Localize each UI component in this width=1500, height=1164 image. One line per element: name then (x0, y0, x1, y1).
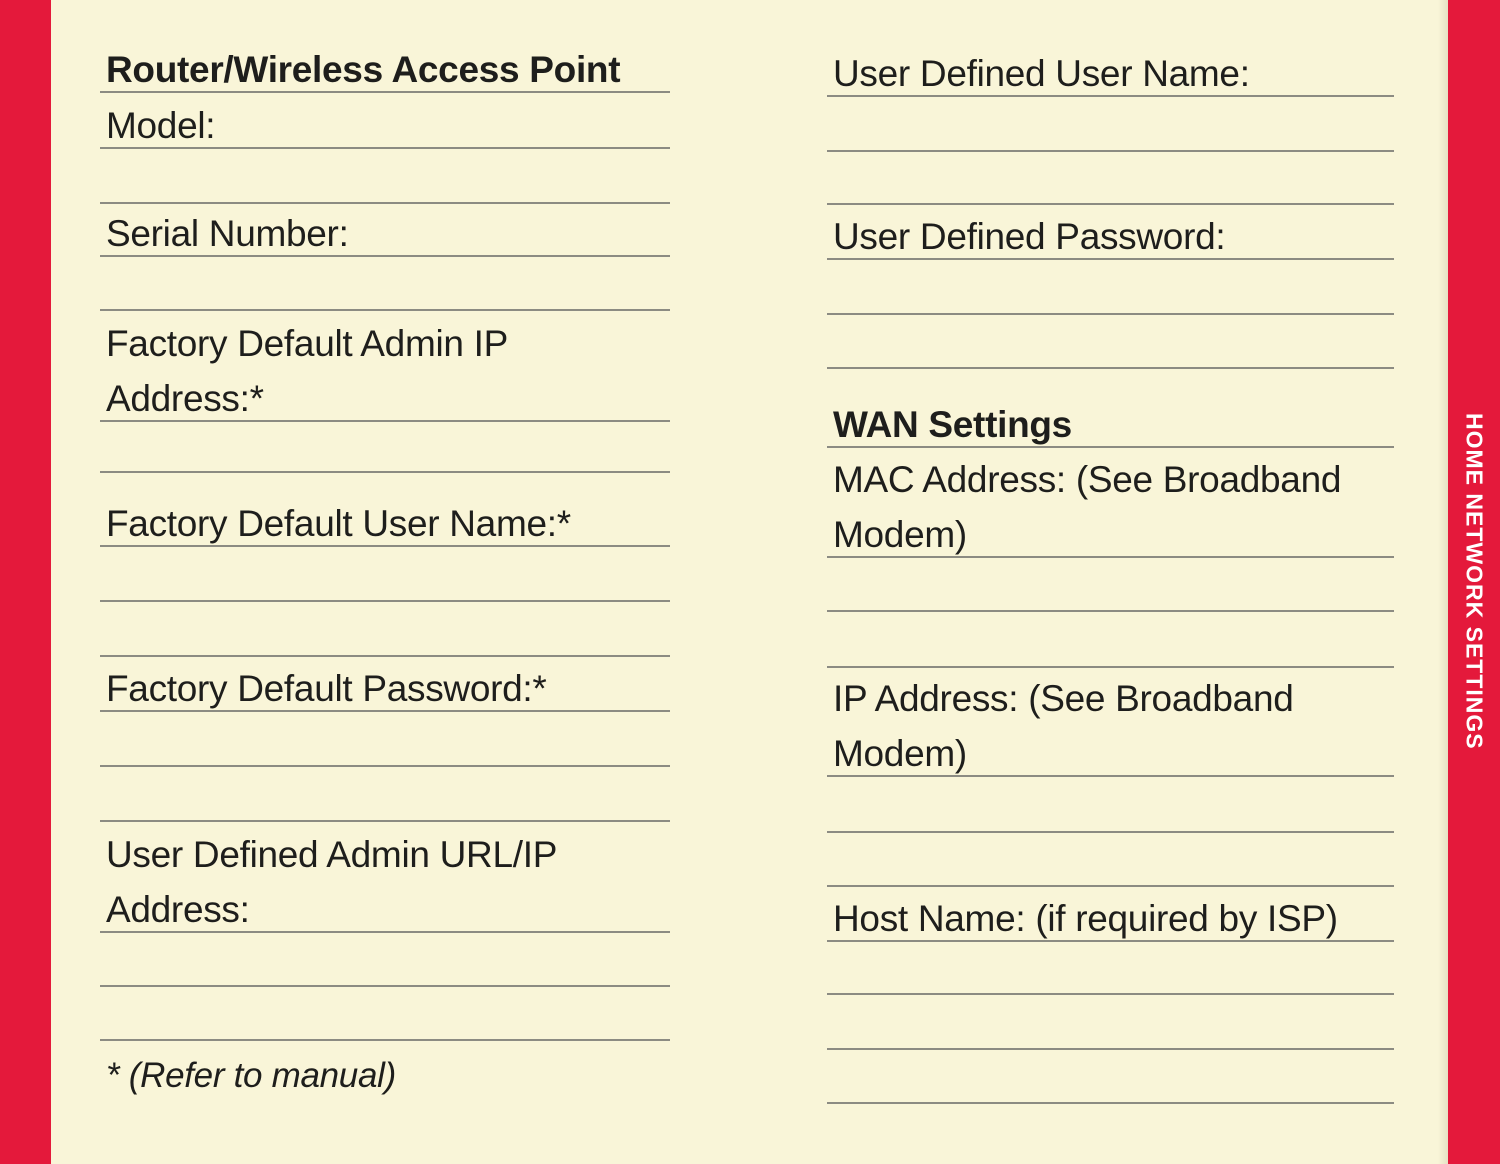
row-text (827, 891, 1394, 946)
row-text (827, 397, 1394, 452)
text-line: Factory Default User Name:* (106, 503, 571, 544)
field-label (100, 204, 670, 257)
row-text (827, 452, 1394, 562)
section-heading (827, 369, 1394, 448)
blank-write-in-line (100, 987, 670, 1041)
text-line: Address:* (106, 378, 264, 419)
field-label (827, 448, 1394, 558)
footnote (100, 1041, 670, 1116)
blank-write-in-line (827, 833, 1394, 887)
text-line: IP Address: (See Broadband (833, 678, 1294, 719)
text-line: Modem) (833, 733, 967, 774)
blank-write-in-line (100, 547, 670, 602)
blank-write-in-line (827, 942, 1394, 995)
text-line: * (Refer to manual) (106, 1056, 396, 1095)
field-label (100, 473, 670, 547)
blank-write-in-line (100, 767, 670, 822)
text-line: User Defined User Name: (833, 53, 1250, 94)
row-text (100, 1055, 670, 1097)
text-line: Serial Number: (106, 213, 349, 254)
blank-write-in-line (827, 558, 1394, 612)
row-text (100, 496, 670, 551)
field-label (827, 205, 1394, 260)
row-text (100, 827, 670, 937)
text-line: WAN Settings (833, 404, 1072, 445)
field-label (100, 311, 670, 422)
blank-write-in-line (827, 97, 1394, 152)
blank-write-in-line (100, 422, 670, 473)
field-label (100, 657, 670, 712)
field-label (100, 93, 670, 149)
field-label (827, 887, 1394, 942)
blank-write-in-line (100, 602, 670, 657)
blank-write-in-line (827, 777, 1394, 833)
text-line: Model: (106, 105, 216, 146)
blank-write-in-line (100, 933, 670, 987)
blank-write-in-line (827, 995, 1394, 1050)
left-red-border (0, 0, 51, 1164)
blank-write-in-line (100, 712, 670, 767)
text-line: MAC Address: (See Broadband (833, 459, 1342, 500)
text-line: Factory Default Admin IP (106, 323, 509, 364)
blank-write-in-line (827, 152, 1394, 205)
blank-write-in-line (827, 260, 1394, 315)
text-line: User Defined Admin URL/IP (106, 834, 558, 875)
row-text (100, 42, 670, 97)
text-line: Address: (106, 889, 250, 930)
row-text (827, 209, 1394, 264)
field-label (827, 668, 1394, 777)
text-line: User Defined Password: (833, 216, 1226, 257)
page-gutter-shadow (1438, 0, 1448, 1164)
blank-write-in-line (827, 1050, 1394, 1104)
field-label (827, 0, 1394, 97)
right-red-border (1448, 0, 1500, 1164)
field-label (100, 822, 670, 933)
row-text (827, 671, 1394, 781)
text-line: Host Name: (if required by ISP) (833, 898, 1338, 939)
row-text (100, 206, 670, 261)
row-text (100, 316, 670, 426)
section-heading (100, 0, 670, 93)
text-line: Router/Wireless Access Point (106, 49, 621, 90)
row-text (827, 46, 1394, 101)
section-tab-label: HOME NETWORK SETTINGS (1461, 413, 1488, 750)
row-text (100, 98, 670, 153)
blank-write-in-line (100, 149, 670, 204)
right-column (827, 0, 1394, 1104)
blank-write-in-line (827, 612, 1394, 668)
blank-write-in-line (100, 257, 670, 311)
row-text (100, 661, 670, 716)
text-line: Factory Default Password:* (106, 668, 547, 709)
left-column (100, 0, 670, 1116)
text-line: Modem) (833, 514, 967, 555)
blank-write-in-line (827, 315, 1394, 369)
